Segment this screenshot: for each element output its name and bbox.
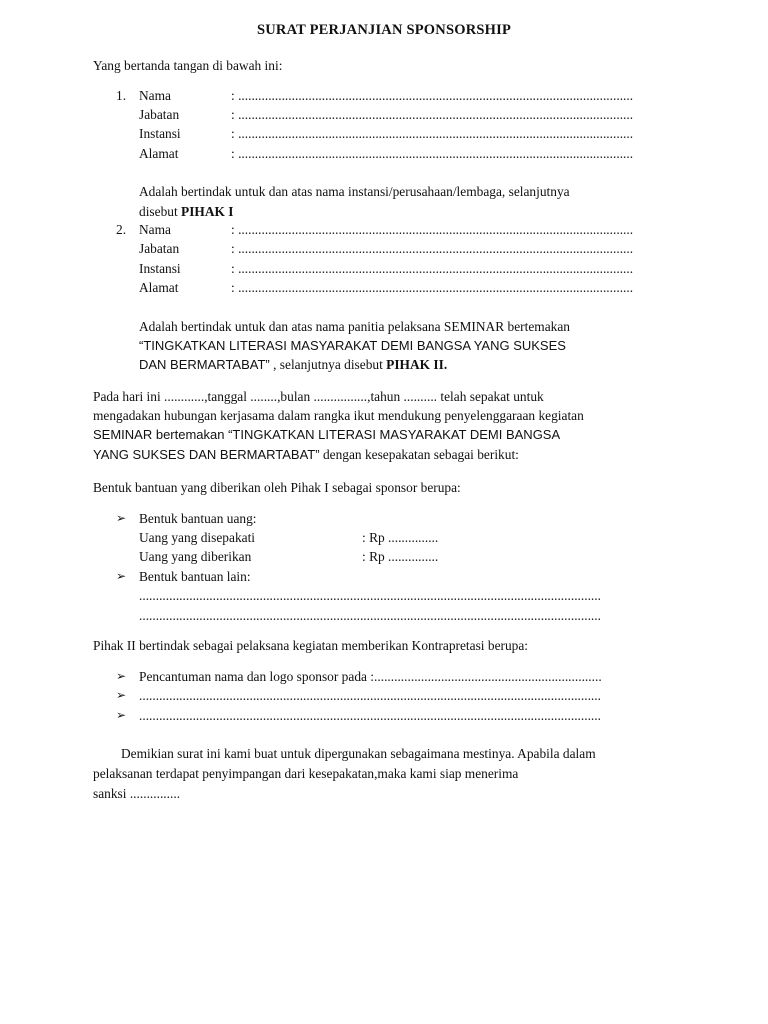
bullet-arrow-icon: ➢ [116, 569, 127, 583]
party2-number: 2. [116, 222, 127, 237]
party1-designation: PIHAK I [181, 204, 234, 219]
agreement-line2: mengadakan hubungan kerjasama dalam rangka ikut mendukung penyelenggaraan kegiatan [93, 408, 584, 423]
party2-description-line3 [139, 355, 447, 374]
party1-name-value: : ...................................................................................................................... [231, 88, 634, 103]
party2-position-value: : ...................................................................................................................... [231, 241, 634, 256]
closing-line2: pelaksanan terdapat penyimpangan dari kesepakatan,maka kami siap menerima [93, 766, 519, 781]
support-other-line2: .......................................................................................................................................... [139, 608, 601, 623]
party2-name-value: : ...................................................................................................................... [231, 222, 634, 237]
support-agreed-label: Uang yang disepakati [139, 530, 256, 545]
party2-desc-rest: , selanjutnya disebut [269, 357, 387, 372]
party2-designation: PIHAK II. [386, 357, 448, 372]
counter-intro: Pihak II bertindak sebagai pelaksana kegiatan memberikan Kontrapretasi berupa: [93, 638, 529, 653]
bullet-arrow-icon: ➢ [116, 688, 127, 702]
support-agreed-value: : Rp ............... [362, 530, 439, 545]
counter-item1-text: Pencantuman nama dan logo sponsor pada :.................................................................... [139, 669, 602, 684]
closing-line3: sanksi ............... [93, 786, 181, 801]
party1-address-value: : ...................................................................................................................... [231, 146, 634, 161]
party1-position-value: : ...................................................................................................................... [231, 107, 634, 122]
bullet-arrow-icon: ➢ [116, 708, 127, 722]
support-money-label: Bentuk bantuan uang: [139, 511, 257, 526]
agreement-theme-end: YANG SUKSES DAN BERMARTABAT” [93, 447, 320, 462]
party2-theme-end: DAN BERMARTABAT” [139, 357, 270, 372]
support-other-label: Bentuk bantuan lain: [139, 569, 251, 584]
support-given-value: : Rp ............... [362, 549, 439, 564]
document-title: SURAT PERJANJIAN SPONSORSHIP [256, 22, 512, 38]
support-intro: Bentuk bantuan yang diberikan oleh Pihak I sebagai sponsor berupa: [93, 480, 461, 495]
intro-text: Yang bertanda tangan di bawah ini: [93, 58, 283, 73]
party2-description-line1: Adalah bertindak untuk dan atas nama panitia pelaksana SEMINAR bertemakan [139, 319, 570, 334]
bullet-arrow-icon: ➢ [116, 669, 127, 683]
party1-name-label: Nama [139, 88, 171, 103]
party2-position-label: Jabatan [139, 241, 180, 256]
bullet-arrow-icon: ➢ [116, 511, 127, 525]
party1-institution-value: : ...................................................................................................................... [231, 126, 634, 141]
agreement-line1: Pada hari ini ............,tanggal ........,bulan ................,tahun .......... telah sepakat untuk [93, 389, 544, 404]
agreement-line3: SEMINAR bertemakan “TINGKATKAN LITERASI MASYARAKAT DEMI BANGSA [93, 427, 561, 442]
agreement-line4-rest: dengan kesepakatan sebagai berikut: [319, 447, 519, 462]
party2-name-label: Nama [139, 222, 171, 237]
counter-item3-text: .......................................................................................................................................... [139, 708, 601, 723]
party1-description-line1: Adalah bertindak untuk dan atas nama instansi/perusahaan/lembaga, selanjutnya [139, 184, 570, 199]
party2-address-value: : ...................................................................................................................... [231, 280, 634, 295]
party1-desc-prefix: disebut [139, 204, 182, 219]
party1-description-line2 [139, 202, 233, 221]
party1-institution-label: Instansi [139, 126, 181, 141]
party2-institution-value: : ...................................................................................................................... [231, 261, 634, 276]
party2-institution-label: Instansi [139, 261, 181, 276]
party1-position-label: Jabatan [139, 107, 180, 122]
party1-number: 1. [116, 88, 127, 103]
party1-address-label: Alamat [139, 146, 179, 161]
agreement-line4 [93, 445, 519, 464]
party2-address-label: Alamat [139, 280, 179, 295]
support-other-line1: .......................................................................................................................................... [139, 588, 601, 603]
support-given-label: Uang yang diberikan [139, 549, 252, 564]
party2-description-line2: “TINGKATKAN LITERASI MASYARAKAT DEMI BANGSA YANG SUKSES [139, 338, 566, 353]
counter-item2-text: .......................................................................................................................................... [139, 688, 601, 703]
closing-line1: Demikian surat ini kami buat untuk dipergunakan sebagaimana mestinya. Apabila dalam [121, 746, 596, 761]
